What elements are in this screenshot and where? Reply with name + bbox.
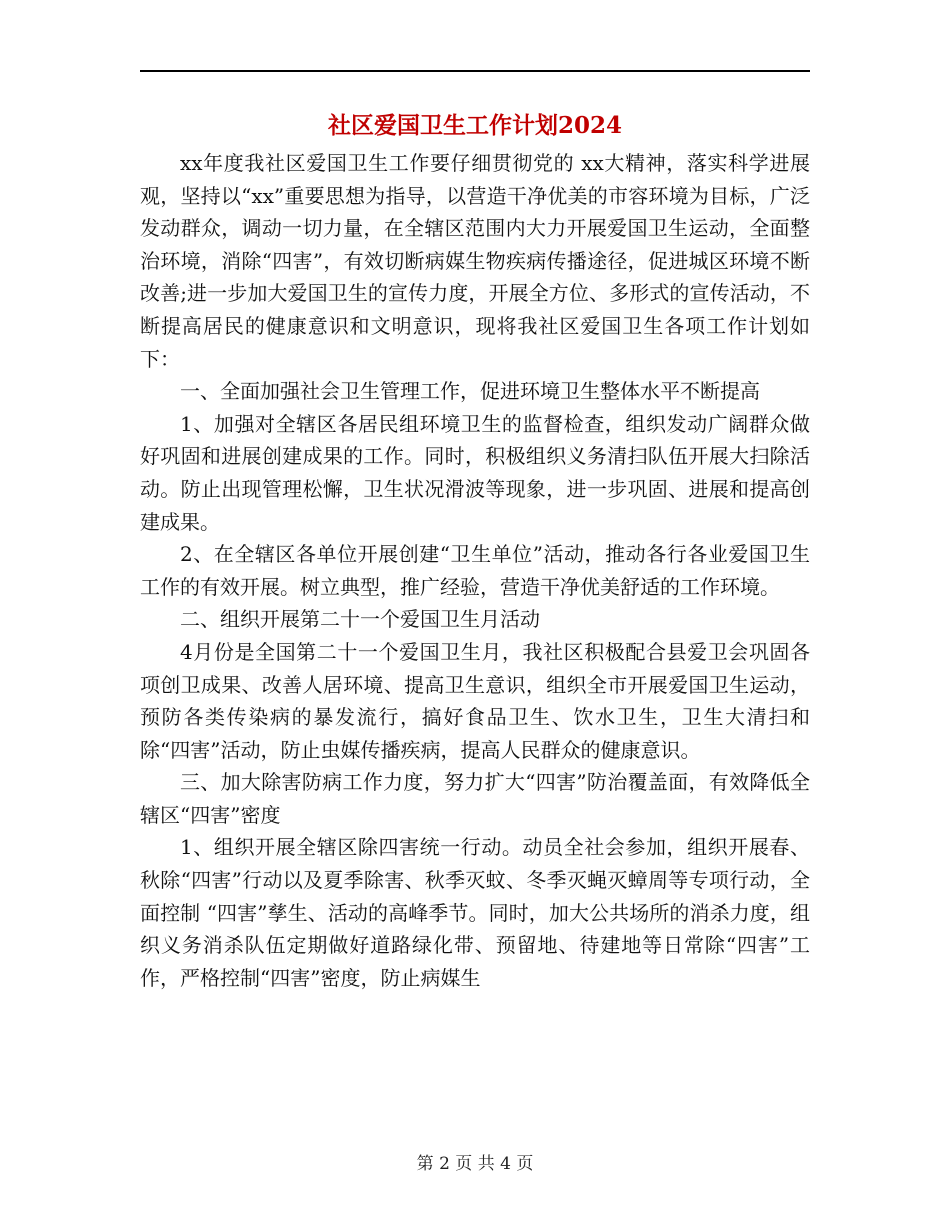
paragraph-1-1: 1、加强对全辖区各居民组环境卫生的监督检查，组织发动广阔群众做好巩固和进展创建成果的工作。同时，积极组织义务清扫队伍开展大扫除活动。防止出现管理松懈，卫生状况滑波等现象，进一步巩固、进展和提高创建成果。 [140, 411, 810, 534]
paragraph-3-1: 1、组织开展全辖区除四害统一行动。动员全社会参加，组织开展春、秋除“四害”行动以及夏季除害、秋季灭蚊、冬季灭蝇灭蟑周等专项行动，全面控制 “四害”孳生、活动的高峰季节。同时，加大公共场所的消杀力度，组织义务消杀队伍定期做好道路绿化带、预留地、待建地等日常除“四害”工作，严格控制“四害”密度，防止病媒生 [140, 835, 810, 990]
paragraph-1-2: 2、在全辖区各单位开展创建“卫生单位”活动，推动各行各业爱国卫生工作的有效开展。树立典型，推广经验，营造干净优美舒适的工作环境。 [140, 542, 810, 599]
document-title: 社区爱国卫生工作计划2024 [327, 112, 622, 139]
paragraph-intro: xx年度我社区爱国卫生工作要仔细贯彻党的 xx大精神，落实科学进展观，坚持以“xx”重要思想为指导，以营造干净优美的市容环境为目标，广泛发动群众，调动一切力量，在全辖区范围内大力开展爱国卫生运动，全面整治环境，消除“四害”，有效切断病媒生物疾病传播途径，促进城区环境不断改善;进一步加大爱国卫生的宣传力度，开展全方位、多形式的宣传活动，不断提高居民的健康意识和文明意识，现将我社区爱国卫生各项工作计划如下： [140, 151, 810, 371]
header-rule [140, 70, 810, 72]
document-body [140, 147, 810, 994]
section-heading-2: 二、组织开展第二十一个爱国卫生月活动 [180, 607, 540, 632]
page-number-footer: 第 2 页 共 4 页 [416, 1154, 534, 1174]
section-heading-3: 三、加大除害防病工作力度，努力扩大“四害”防治覆盖面，有效降低全辖区“四害”密度 [140, 770, 810, 827]
section-heading-1: 一、全面加强社会卫生管理工作，促进环境卫生整体水平不断提高 [180, 379, 760, 404]
paragraph-2: 4月份是全国第二十一个爱国卫生月，我社区积极配合县爱卫会巩固各项创卫成果、改善人居环境、提高卫生意识，组织全市开展爱国卫生运动，预防各类传染病的暴发流行，搞好食品卫生、饮水卫生，卫生大清扫和除“四害”活动，防止虫媒传播疾病，提高人民群众的健康意识。 [140, 639, 810, 762]
